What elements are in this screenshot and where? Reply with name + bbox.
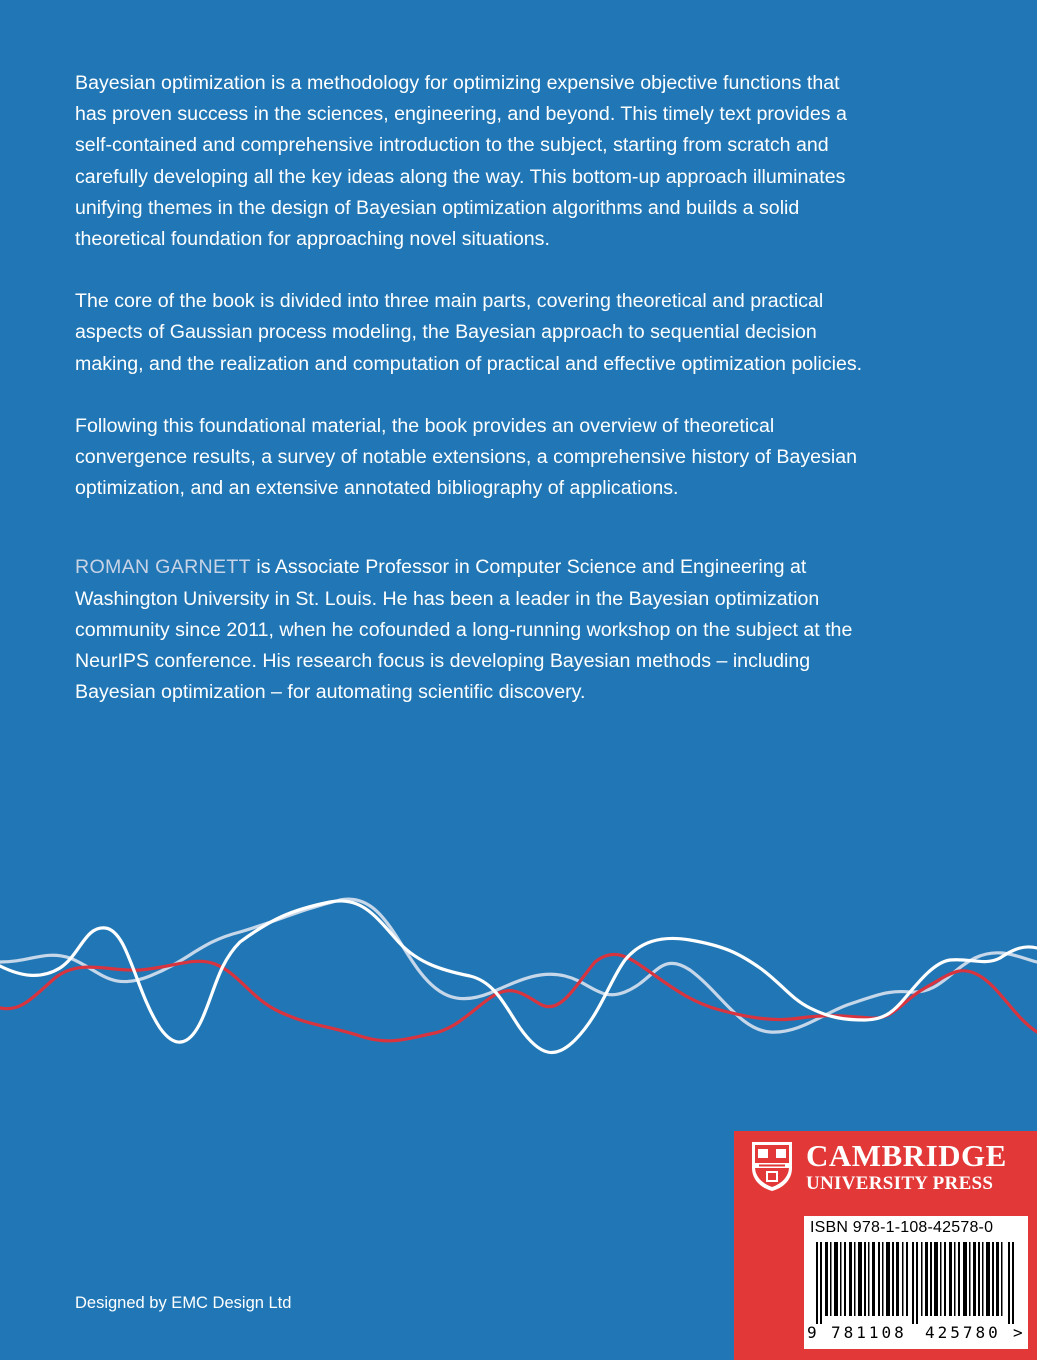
isbn-number: ISBN 978-1-108-42578-0 <box>810 1219 994 1236</box>
publisher-subtitle: UNIVERSITY PRESS <box>806 1173 994 1194</box>
wave-illustration <box>0 880 1037 1080</box>
barcode <box>804 1216 1028 1349</box>
cambridge-crest-icon <box>750 1140 794 1192</box>
back-cover-blurb <box>75 68 875 739</box>
blurb-paragraph-1: Bayesian optimization is a methodology for optimizing expensive objective functions that has proven success in the sciences, engineering, and beyond. This timely text provides a self-contained and comprehensive introduction to the subject, starting from scratch and carefully developing all the key ideas along the way. This bottom-up approach illuminates unifying themes in the design of Bayesian optimization algorithms and builds a solid theoretical foundation for approaching novel situations. <box>75 72 847 251</box>
barcode-group-1: 781108 <box>831 1323 907 1342</box>
publisher-panel <box>734 1131 1037 1360</box>
author-name: ROMAN GARNETT <box>75 556 251 579</box>
designer-credit: Designed by EMC Design Ltd <box>75 1294 292 1312</box>
barcode-bars <box>816 1242 1020 1324</box>
author-bio <box>75 552 875 708</box>
wave-white <box>0 901 1037 1053</box>
publisher-name: CAMBRIDGE <box>806 1138 1007 1173</box>
barcode-digits <box>807 1323 1025 1342</box>
author-bio-text: is Associate Professor in Computer Science and Engineering at Washington University in St. Louis. He has been a leader in the Bayesian optimization community since 2011, when he cofounded a long-running workshop on the subject at the NeurIPS conference. His research focus is developing Bayesian methods – including Bayesian optimization – for automating scientific discovery. <box>75 556 853 704</box>
barcode-end-mark: > <box>1013 1323 1023 1342</box>
blurb-paragraph-3: Following this foundational material, the book provides an overview of theoretical convergence results, a survey of notable extensions, a comprehensive history of Bayesian optimization, and an extensive annotated bibliography of applications. <box>75 414 857 500</box>
wave-light <box>0 899 1037 1032</box>
barcode-lead-digit: 9 <box>807 1323 817 1342</box>
barcode-group-2: 425780 <box>925 1323 1001 1342</box>
blurb-paragraph-2: The core of the book is divided into three main parts, covering theoretical and practical aspects of Gaussian process modeling, the Bayesian approach to sequential decision making, and the realization and computation of practical and effective optimization policies. <box>75 290 863 375</box>
